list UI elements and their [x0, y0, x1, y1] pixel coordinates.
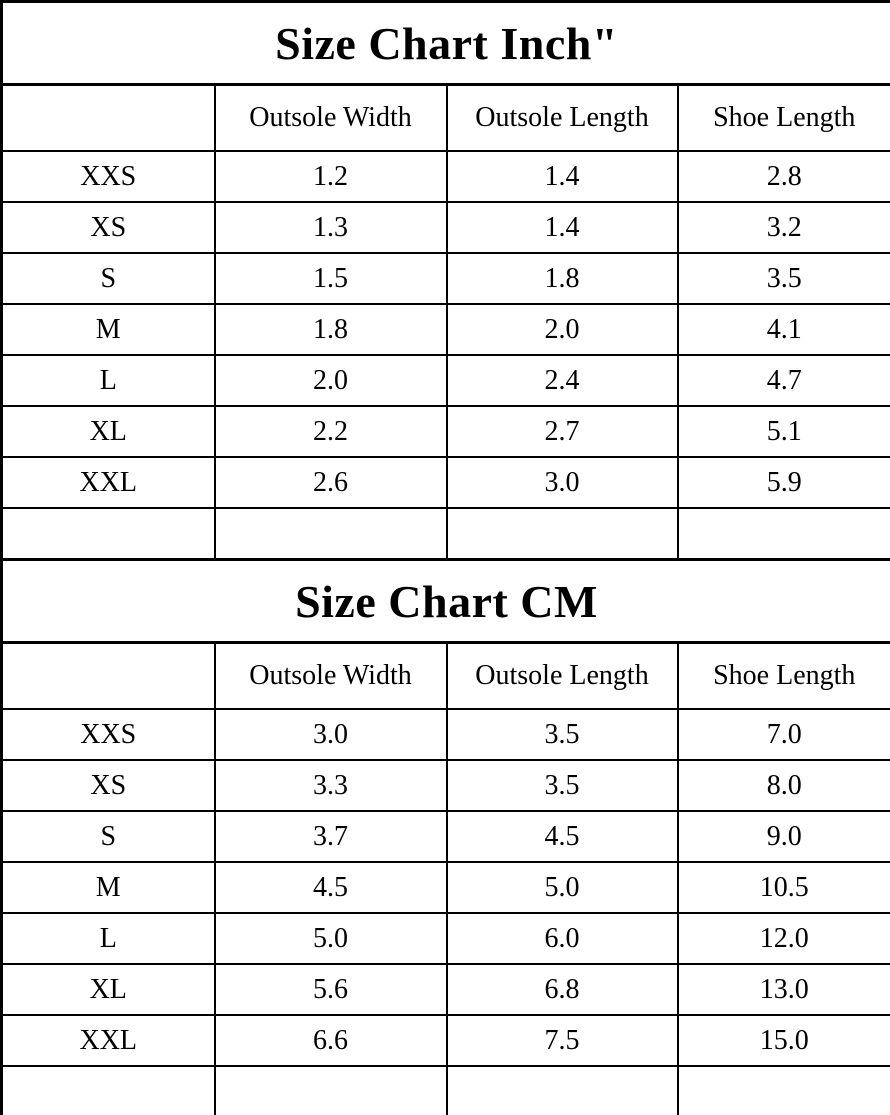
size-label-cell: S: [2, 253, 215, 304]
value-cell: 5.1: [678, 406, 890, 457]
table-row: [2, 151, 890, 202]
value-cell: 3.5: [447, 760, 678, 811]
size-label-cell: XL: [2, 964, 215, 1015]
value-cell: 1.8: [447, 253, 678, 304]
cm-header-outsole-width: Outsole Width: [215, 643, 447, 710]
table-row: [2, 964, 890, 1015]
value-cell: 2.6: [215, 457, 447, 508]
value-cell: 1.5: [215, 253, 447, 304]
inch-table-body: [2, 151, 890, 560]
empty-cell: [215, 508, 447, 560]
value-cell: 6.6: [215, 1015, 447, 1066]
inch-section-head: [2, 2, 890, 152]
value-cell: 2.8: [678, 151, 890, 202]
table-row: [2, 304, 890, 355]
cm-header-outsole-length: Outsole Length: [447, 643, 678, 710]
value-cell: 6.8: [447, 964, 678, 1015]
table-row: [2, 862, 890, 913]
value-cell: 6.0: [447, 913, 678, 964]
size-label-cell: L: [2, 913, 215, 964]
cm-header-shoe-length: Shoe Length: [678, 643, 890, 710]
table-row: [2, 709, 890, 760]
inch-header-outsole-width: Outsole Width: [215, 85, 447, 152]
value-cell: 4.5: [447, 811, 678, 862]
value-cell: 2.0: [447, 304, 678, 355]
value-cell: 5.0: [215, 913, 447, 964]
value-cell: 10.5: [678, 862, 890, 913]
value-cell: 1.2: [215, 151, 447, 202]
value-cell: 1.3: [215, 202, 447, 253]
value-cell: 3.0: [447, 457, 678, 508]
value-cell: 1.4: [447, 202, 678, 253]
table-row: [2, 355, 890, 406]
table-row: [2, 202, 890, 253]
cm-header-row: [2, 643, 890, 710]
cm-size-corner-cell: [2, 643, 215, 710]
value-cell: 2.7: [447, 406, 678, 457]
empty-cell: [447, 1066, 678, 1115]
size-label-cell: XXS: [2, 709, 215, 760]
value-cell: 4.1: [678, 304, 890, 355]
table-row: [2, 457, 890, 508]
value-cell: 4.7: [678, 355, 890, 406]
value-cell: 3.7: [215, 811, 447, 862]
cm-section-head: [2, 560, 890, 710]
inch-header-shoe-length: Shoe Length: [678, 85, 890, 152]
empty-cell: [447, 508, 678, 560]
size-label-cell: XXL: [2, 457, 215, 508]
cm-title-row: [2, 560, 890, 643]
table-row: [2, 253, 890, 304]
value-cell: 5.9: [678, 457, 890, 508]
size-label-cell: XS: [2, 760, 215, 811]
empty-cell: [2, 508, 215, 560]
value-cell: 3.5: [678, 253, 890, 304]
value-cell: 2.0: [215, 355, 447, 406]
value-cell: 3.5: [447, 709, 678, 760]
inch-header-row: [2, 85, 890, 152]
value-cell: 5.6: [215, 964, 447, 1015]
empty-cell: [678, 1066, 890, 1115]
table-row: [2, 913, 890, 964]
inch-table-title: Size Chart Inch": [2, 2, 890, 85]
value-cell: 1.4: [447, 151, 678, 202]
value-cell: 9.0: [678, 811, 890, 862]
size-label-cell: XXS: [2, 151, 215, 202]
cm-table-title: Size Chart CM: [2, 560, 890, 643]
size-label-cell: XL: [2, 406, 215, 457]
empty-cell: [2, 1066, 215, 1115]
size-label-cell: L: [2, 355, 215, 406]
size-label-cell: XXL: [2, 1015, 215, 1066]
table-row: [2, 811, 890, 862]
value-cell: 12.0: [678, 913, 890, 964]
size-label-cell: S: [2, 811, 215, 862]
value-cell: 13.0: [678, 964, 890, 1015]
inch-header-outsole-length: Outsole Length: [447, 85, 678, 152]
value-cell: 5.0: [447, 862, 678, 913]
size-label-cell: M: [2, 304, 215, 355]
empty-row: [2, 1066, 890, 1115]
value-cell: 4.5: [215, 862, 447, 913]
value-cell: 2.4: [447, 355, 678, 406]
value-cell: 7.5: [447, 1015, 678, 1066]
inch-size-corner-cell: [2, 85, 215, 152]
value-cell: 2.2: [215, 406, 447, 457]
empty-cell: [215, 1066, 447, 1115]
table-row: [2, 406, 890, 457]
value-cell: 3.0: [215, 709, 447, 760]
table-row: [2, 1015, 890, 1066]
value-cell: 15.0: [678, 1015, 890, 1066]
value-cell: 3.3: [215, 760, 447, 811]
size-label-cell: M: [2, 862, 215, 913]
table-row: [2, 760, 890, 811]
value-cell: 1.8: [215, 304, 447, 355]
empty-cell: [678, 508, 890, 560]
value-cell: 7.0: [678, 709, 890, 760]
size-label-cell: XS: [2, 202, 215, 253]
cm-table-body: [2, 709, 890, 1115]
value-cell: 8.0: [678, 760, 890, 811]
empty-row: [2, 508, 890, 560]
inch-title-row: [2, 2, 890, 85]
value-cell: 3.2: [678, 202, 890, 253]
